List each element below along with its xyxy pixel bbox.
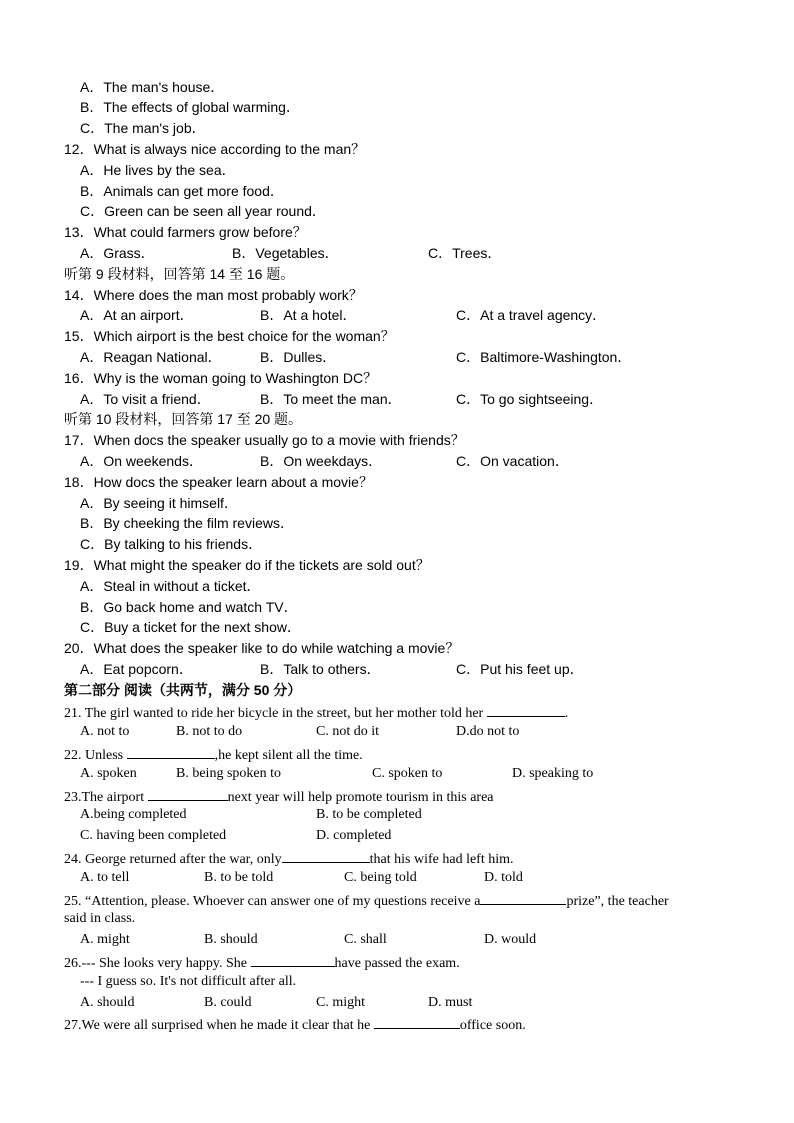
q25-stem-line2: said in class. — [64, 911, 136, 926]
q25-option-b: B. should — [204, 932, 258, 947]
q25-stem — [64, 890, 669, 908]
q23-stem-end: next year will help promote tourism in this area — [227, 790, 494, 805]
q16-option-b: B．To meet the man． — [260, 391, 402, 407]
q25-stem-text: 25. “Attention, please. Whoever can answer one of my questions receive a — [64, 894, 481, 909]
q13-option-b: B．Vegetables． — [232, 245, 339, 261]
q14-stem: 14．Where does the man most probably work？ — [64, 287, 363, 303]
q12-option-a: A．He lives by the sea． — [80, 162, 236, 178]
q13-option-a: A．Grass． — [80, 245, 155, 261]
q24-stem-end: that his wife had left him. — [369, 852, 514, 867]
section-9-instruction: 听第 9 段材料，回答第 14 至 16 题。 — [64, 266, 295, 282]
q15-option-a: A．Reagan National． — [80, 349, 222, 365]
q24-stem-text: 24. George returned after the war, only — [64, 852, 282, 867]
q22-stem-end: ,he kept silent all the time. — [214, 748, 363, 763]
q27-stem — [64, 1014, 526, 1032]
q21-stem-text: 21. The girl wanted to ride her bicycle in the street, but her mother told her — [64, 706, 484, 721]
q26-stem-text: 26.--- She looks very happy. She — [64, 956, 248, 971]
q25-option-c: C. shall — [344, 932, 387, 947]
q11-option-a: A．The man's house． — [80, 79, 225, 95]
q15-stem: 15．Which airport is the best choice for the woman？ — [64, 328, 395, 344]
q26-option-c: C. might — [316, 995, 366, 1010]
q26-stem-end: have passed the exam. — [334, 956, 460, 971]
q16-option-c: C．To go sightseeing． — [456, 391, 604, 407]
part-2-heading: 第二部分 阅读（共两节，满分 50 分） — [64, 682, 302, 698]
q22-option-b: B. being spoken to — [176, 766, 281, 781]
q12-stem: 12．What is always nice according to the man？ — [64, 141, 366, 157]
q26-stem — [64, 952, 460, 970]
q24-stem — [64, 848, 514, 866]
q23-option-a: A.being completed — [80, 807, 187, 822]
q23-answer-blank[interactable] — [148, 786, 228, 801]
q25-stem-end: prize”, the teacher — [566, 894, 669, 909]
q21-option-b: B. not to do — [176, 724, 243, 739]
q18-option-a: A．By seeing it himself． — [80, 495, 238, 511]
section-10-instruction: 听第 10 段材料，回答第 17 至 20 题。 — [64, 411, 303, 427]
q15-option-b: B．Dulles． — [260, 349, 337, 365]
q24-answer-blank[interactable] — [282, 848, 370, 863]
q23-option-c: C. having been completed — [80, 828, 227, 843]
q24-option-b: B. to be told — [204, 870, 274, 885]
q26-reply: --- I guess so. It's not difficult after all. — [80, 974, 297, 989]
q22-option-d: D. speaking to — [512, 766, 594, 781]
q14-option-a: A．At an airport． — [80, 307, 194, 323]
q23-option-b: B. to be completed — [316, 807, 422, 822]
q21-stem-end: . — [564, 706, 569, 721]
q24-option-d: D. told — [484, 870, 523, 885]
q23-stem — [64, 786, 494, 804]
q16-option-a: A．To visit a friend． — [80, 391, 211, 407]
q26-option-a: A. should — [80, 995, 135, 1010]
q22-stem — [64, 744, 363, 762]
q19-option-a: A．Steal in without a ticket． — [80, 578, 261, 594]
q21-stem — [64, 702, 568, 720]
q25-answer-blank[interactable] — [480, 890, 566, 905]
q15-option-c: C．Baltimore-Washington． — [456, 349, 632, 365]
q16-stem: 16．Why is the woman going to Washington DC？ — [64, 370, 378, 386]
q22-option-c: C. spoken to — [372, 766, 443, 781]
q17-option-a: A．On weekends． — [80, 453, 203, 469]
q19-option-c: C．Buy a ticket for the next show． — [80, 619, 301, 635]
q21-option-a: A. not to — [80, 724, 130, 739]
q14-option-b: B．At a hotel． — [260, 307, 357, 323]
q26-option-d: D. must — [428, 995, 473, 1010]
q23-option-d: D. completed — [316, 828, 392, 843]
q12-option-b: B．Animals can get more food． — [80, 183, 284, 199]
q22-option-a: A. spoken — [80, 766, 137, 781]
q23-stem-text: 23.The airport — [64, 790, 145, 805]
q20-option-c: C．Put his feet up． — [456, 661, 584, 677]
q26-answer-blank[interactable] — [251, 952, 335, 967]
q20-stem: 20．What does the speaker like to do while watching a movie？ — [64, 640, 460, 656]
q14-option-c: C．At a travel agency． — [456, 307, 607, 323]
q25-option-a: A. might — [80, 932, 130, 947]
q24-option-c: C. being told — [344, 870, 417, 885]
q25-option-d: D. would — [484, 932, 537, 947]
q20-option-b: B．Talk to others． — [260, 661, 381, 677]
q18-option-b: B．By cheeking the film reviews． — [80, 515, 294, 531]
q17-option-b: B．On weekdays． — [260, 453, 383, 469]
q13-stem: 13．What could farmers grow before？ — [64, 224, 307, 240]
q18-stem: 18．How docs the speaker learn about a movie？ — [64, 474, 373, 490]
q19-stem: 19．What might the speaker do if the tickets are sold out？ — [64, 557, 430, 573]
q19-option-b: B．Go back home and watch TV． — [80, 599, 298, 615]
q21-option-d: D.do not to — [456, 724, 520, 739]
q21-option-c: C. not do it — [316, 724, 380, 739]
q24-option-a: A. to tell — [80, 870, 130, 885]
q11-option-b: B．The effects of global warming． — [80, 99, 300, 115]
q18-option-c: C．By talking to his friends． — [80, 536, 263, 552]
q13-option-c: C．Trees． — [428, 245, 502, 261]
q22-answer-blank[interactable] — [127, 744, 215, 759]
q21-answer-blank[interactable] — [487, 702, 565, 717]
q27-stem-text: 27.We were all surprised when he made it clear that he — [64, 1018, 371, 1033]
q17-stem: 17．When docs the speaker usually go to a movie with friends？ — [64, 432, 465, 448]
q17-option-c: C．On vacation． — [456, 453, 569, 469]
q26-option-b: B. could — [204, 995, 252, 1010]
q22-stem-text: 22. Unless — [64, 748, 124, 763]
q20-option-a: A．Eat popcorn． — [80, 661, 193, 677]
q27-stem-end: office soon. — [459, 1018, 526, 1033]
q11-option-c: C．The man's job． — [80, 120, 206, 136]
q12-option-c: C．Green can be seen all year round． — [80, 203, 326, 219]
q27-answer-blank[interactable] — [374, 1014, 460, 1029]
